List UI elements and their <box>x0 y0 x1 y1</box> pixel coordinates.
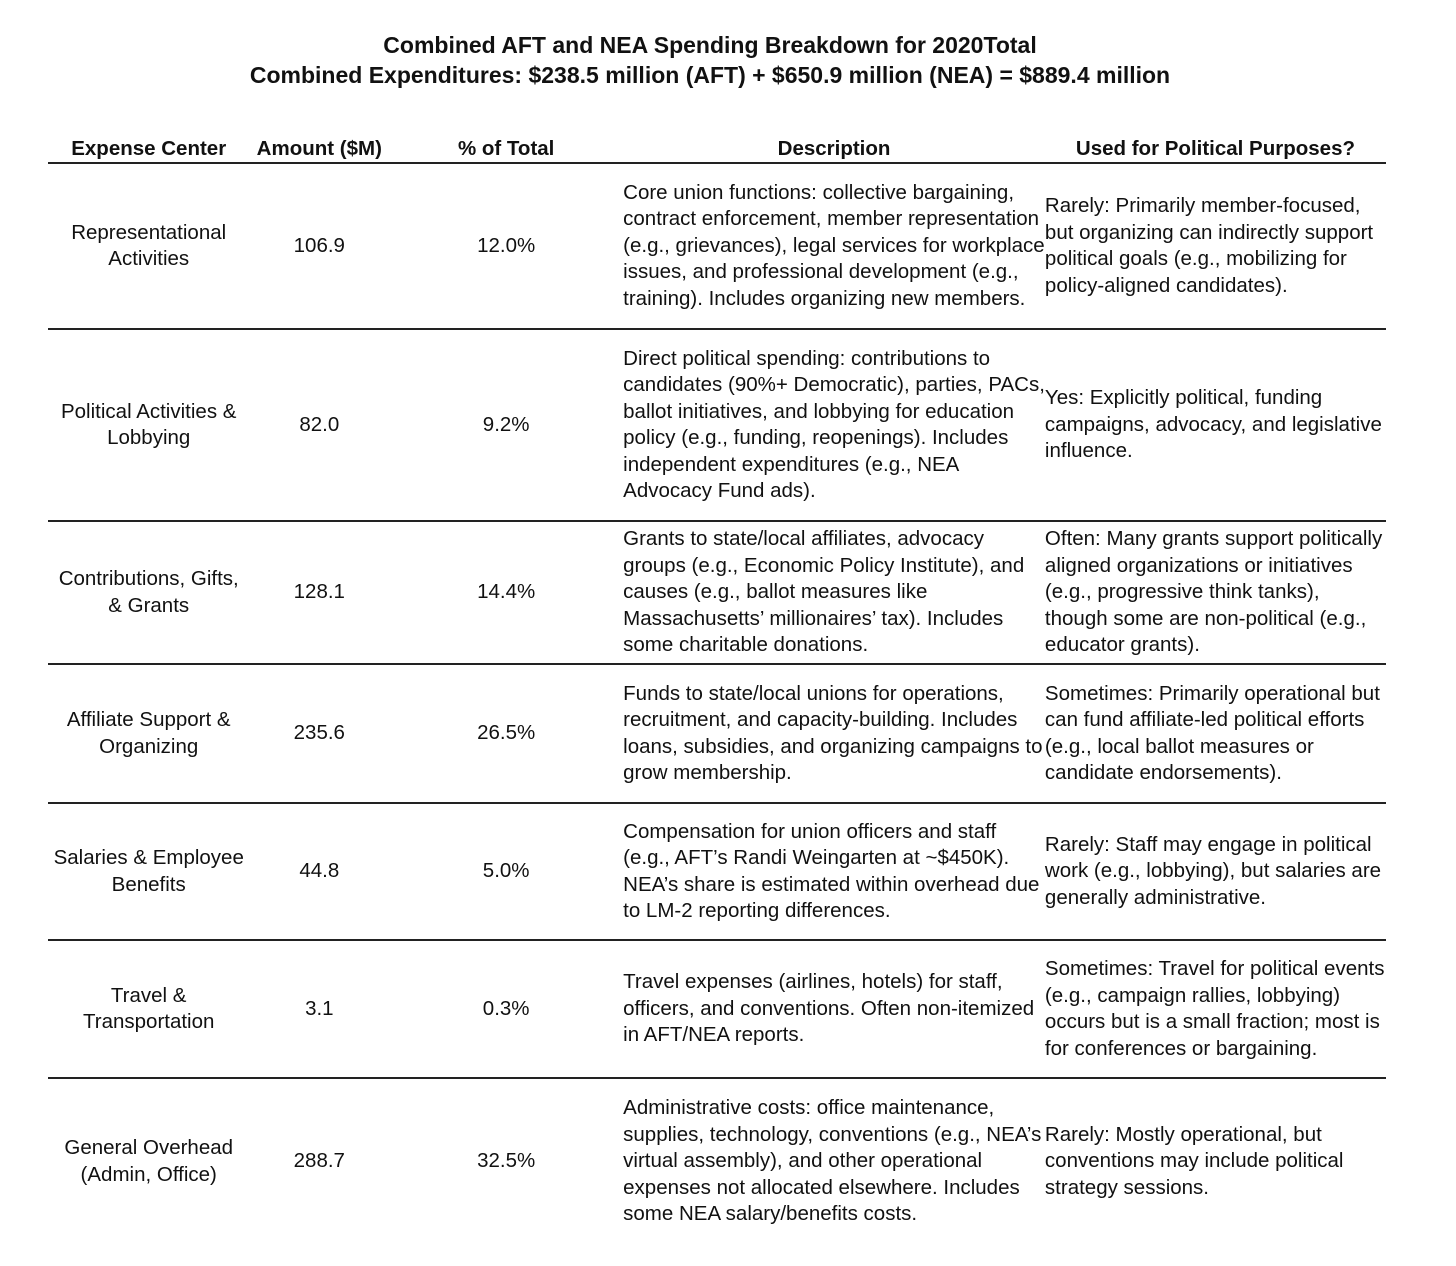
expense-center-cell: Political Activities & Lobbying <box>48 329 249 521</box>
amount-cell: 106.9 <box>249 163 389 329</box>
expense-center-cell: Affiliate Support & Organizing <box>48 664 249 803</box>
expense-center-cell: Salaries & Employee Benefits <box>48 803 249 940</box>
description-cell: Administrative costs: office maintenance, supplies, technology, conventions (e.g., NEA’s virtual assembly), and other operational expenses not allocated elsewhere. Includes some NEA salary/benefits costs. <box>623 1096 1042 1226</box>
table-row <box>48 1078 1386 1244</box>
header-political: Used for Political Purposes? <box>1045 132 1386 163</box>
percent-cell: 5.0% <box>389 803 623 940</box>
political-cell: Yes: Explicitly political, funding campaigns, advocacy, and legislative influence. <box>1045 329 1386 521</box>
header-expense-center: Expense Center <box>48 132 249 163</box>
amount-cell: 82.0 <box>249 329 389 521</box>
description-cell: Funds to state/local unions for operations, recruitment, and capacity-building. Includes loans, subsidies, and organizing campaigns to grow membership. <box>623 664 1045 803</box>
description-cell: Travel expenses (airlines, hotels) for staff, officers, and conventions. Often non-itemized in AFT/NEA reports. <box>623 940 1045 1078</box>
political-cell: Sometimes: Primarily operational but can fund affiliate-led political efforts (e.g., local ballot measures or candidate endorsements). <box>1045 664 1386 803</box>
description-cell: Direct political spending: contributions to candidates (90%+ Democratic), parties, PACs, ballot initiatives, and lobbying for education policy (e.g., funding, reopenings). Includes independent expenditures (e.g., NEA Advocacy Fund ads). <box>623 329 1045 521</box>
table-row <box>48 521 1386 664</box>
description-cell: Grants to state/local affiliates, advocacy groups (e.g., Economic Policy Institute), and causes (e.g., ballot measures like Massachusetts’ millionaires’ tax). Includes some charitable donations. <box>623 521 1045 664</box>
political-cell: Rarely: Mostly operational, but conventions may include political strategy sessions. <box>1044 1122 1344 1199</box>
percent-cell: 9.2% <box>389 329 623 521</box>
table-row <box>48 163 1386 329</box>
description-cell: Compensation for union officers and staff (e.g., AFT’s Randi Weingarten at ~$450K). NEA’s share is estimated within overhead due to LM-2 reporting differences. <box>623 803 1045 940</box>
percent-cell: 26.5% <box>389 664 623 803</box>
percent-cell: 12.0% <box>389 163 623 329</box>
header-amount: Amount ($M) <box>249 132 389 163</box>
expense-center-cell: General Overhead (Admin, Office) <box>64 1136 234 1186</box>
percent-cell: 14.4% <box>389 521 623 664</box>
percent-cell: 32.5% <box>477 1149 536 1173</box>
amount-cell: 44.8 <box>249 803 389 940</box>
amount-cell: 3.1 <box>249 940 389 1078</box>
table-row <box>48 803 1386 940</box>
expense-center-cell: Travel & Transportation <box>48 940 249 1078</box>
spending-table <box>48 132 1386 1244</box>
table-row <box>48 329 1386 521</box>
table-row <box>48 664 1386 803</box>
political-cell: Rarely: Primarily member-focused, but organizing can indirectly support political goals (e.g., mobilizing for policy-aligned candidates). <box>1045 163 1386 329</box>
expense-center-cell: Contributions, Gifts, & Grants <box>48 521 249 664</box>
title-line-2: Combined Expenditures: $238.5 million (AFT) + $650.9 million (NEA) = $889.4 million <box>249 62 1171 88</box>
political-cell: Sometimes: Travel for political events (e.g., campaign rallies, lobbying) occurs but is a small fraction; most is for conferences or bargaining. <box>1045 940 1386 1078</box>
political-cell: Often: Many grants support politically aligned organizations or initiatives (e.g., progressive think tanks), though some are non-political (e.g., educator grants). <box>1045 521 1386 664</box>
political-cell: Rarely: Staff may engage in political work (e.g., lobbying), but salaries are generally administrative. <box>1045 803 1386 940</box>
amount-cell: 235.6 <box>249 664 389 803</box>
percent-cell: 0.3% <box>389 940 623 1078</box>
amount-cell: 128.1 <box>249 521 389 664</box>
header-percent: % of Total <box>389 132 623 163</box>
document-title <box>0 30 1420 90</box>
table-row <box>48 940 1386 1078</box>
expense-center-cell: Representational Activities <box>48 163 249 329</box>
header-description: Description <box>623 132 1045 163</box>
title-line-1: Combined AFT and NEA Spending Breakdown for 2020Total <box>383 32 1037 58</box>
amount-cell: 288.7 <box>293 1149 345 1173</box>
description-cell: Core union functions: collective bargaining, contract enforcement, member representation (e.g., grievances), legal services for workplace issues, and professional development (e.g., training). Includes organizing new members. <box>623 163 1045 329</box>
table-header-row <box>48 132 1386 163</box>
